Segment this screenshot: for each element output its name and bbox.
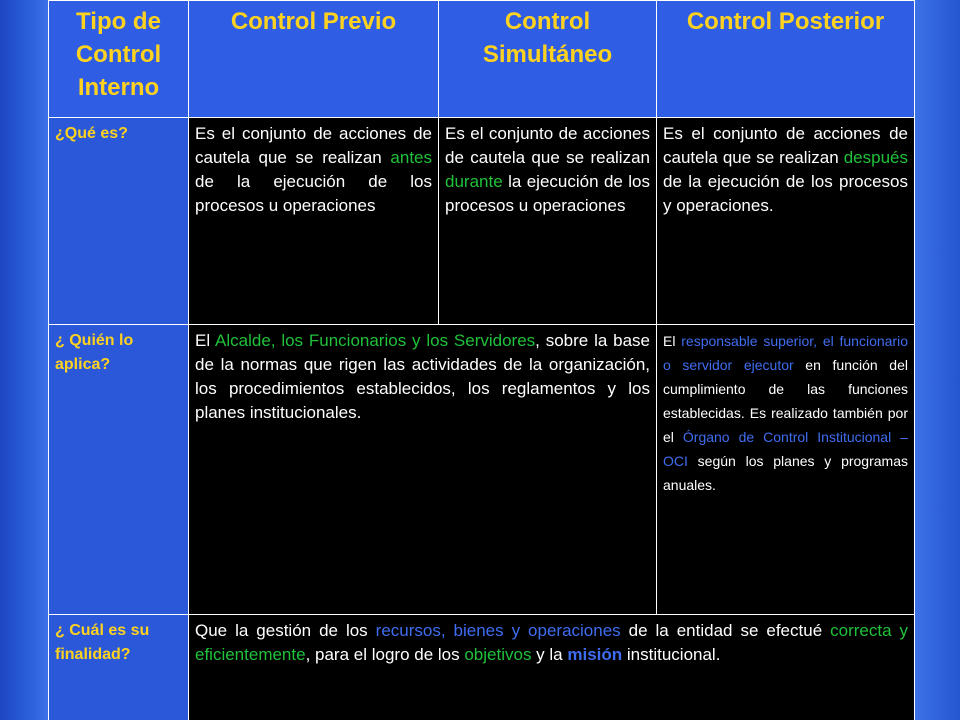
left-decorative-band bbox=[0, 0, 48, 720]
text: Es el conjunto de acciones de cautela que se realizan bbox=[445, 124, 650, 167]
right-decorative-band bbox=[914, 0, 960, 720]
header-row bbox=[49, 1, 915, 118]
highlight-mision: misión bbox=[567, 645, 623, 664]
text: El bbox=[195, 331, 216, 350]
text: de la entidad se efectué bbox=[620, 621, 831, 640]
highlight-oci: Órgano de Control Institucional – OCI bbox=[663, 429, 908, 469]
text: según los planes y programas anuales. bbox=[663, 453, 908, 493]
highlight-durante: durante bbox=[445, 172, 503, 191]
highlight-responsable: responsable superior, el funcionario o servidor ejecutor bbox=[663, 333, 908, 373]
text: El bbox=[663, 333, 682, 349]
row-que-es bbox=[49, 118, 915, 325]
text: Es el conjunto de acciones de cautela que se realizan bbox=[195, 124, 432, 167]
cell-quien-posterior bbox=[657, 325, 915, 615]
text: Que la gestión de los bbox=[195, 621, 376, 640]
text: institucional. bbox=[622, 645, 721, 664]
highlight-eficientemente: correcta y eficientemente bbox=[195, 621, 908, 664]
highlight-antes: antes bbox=[390, 148, 432, 167]
question-quien: ¿ Quién lo aplica? bbox=[49, 325, 189, 615]
text: , sobre la base de la normas que rigen las actividades de la organización, los procedimientos establecidos, los reglamentos y los planes institucionales. bbox=[195, 331, 650, 422]
header-type: Tipo de Control Interno bbox=[49, 1, 189, 118]
row-quien bbox=[49, 325, 915, 615]
cell-que-es-posterior bbox=[657, 118, 915, 325]
text: en función del cumplimiento de las funciones establecidas. Es realizado también por el bbox=[663, 357, 908, 445]
highlight-despues: después bbox=[843, 148, 908, 167]
highlight-objetivos: objetivos bbox=[464, 645, 532, 664]
text: y la bbox=[531, 645, 568, 664]
text: , para el logro de los bbox=[305, 645, 465, 664]
cell-quien-main bbox=[189, 325, 657, 615]
text: la ejecución de los procesos u operaciones bbox=[445, 172, 650, 215]
cell-finalidad-main bbox=[189, 615, 915, 720]
text: de la ejecución de los procesos y operaciones. bbox=[663, 172, 908, 215]
control-types-table bbox=[48, 0, 915, 720]
question-finalidad: ¿ Cuál es su finalidad? bbox=[49, 615, 189, 720]
row-finalidad bbox=[49, 615, 915, 720]
header-control-simultaneo: Control Simultáneo bbox=[439, 1, 657, 118]
cell-que-es-simultaneo bbox=[439, 118, 657, 325]
header-control-posterior: Control Posterior bbox=[657, 1, 915, 118]
highlight-recursos: recursos, bienes y operaciones bbox=[375, 621, 621, 640]
header-control-previo: Control Previo bbox=[189, 1, 439, 118]
text: de la ejecución de los procesos u operaciones bbox=[195, 172, 432, 215]
highlight-actors: Alcalde, los Funcionarios y los Servidores bbox=[215, 331, 536, 350]
cell-que-es-previo bbox=[189, 118, 439, 325]
question-que-es: ¿Qué es? bbox=[49, 118, 189, 325]
text: Es el conjunto de acciones de cautela que se realizan bbox=[663, 124, 908, 167]
